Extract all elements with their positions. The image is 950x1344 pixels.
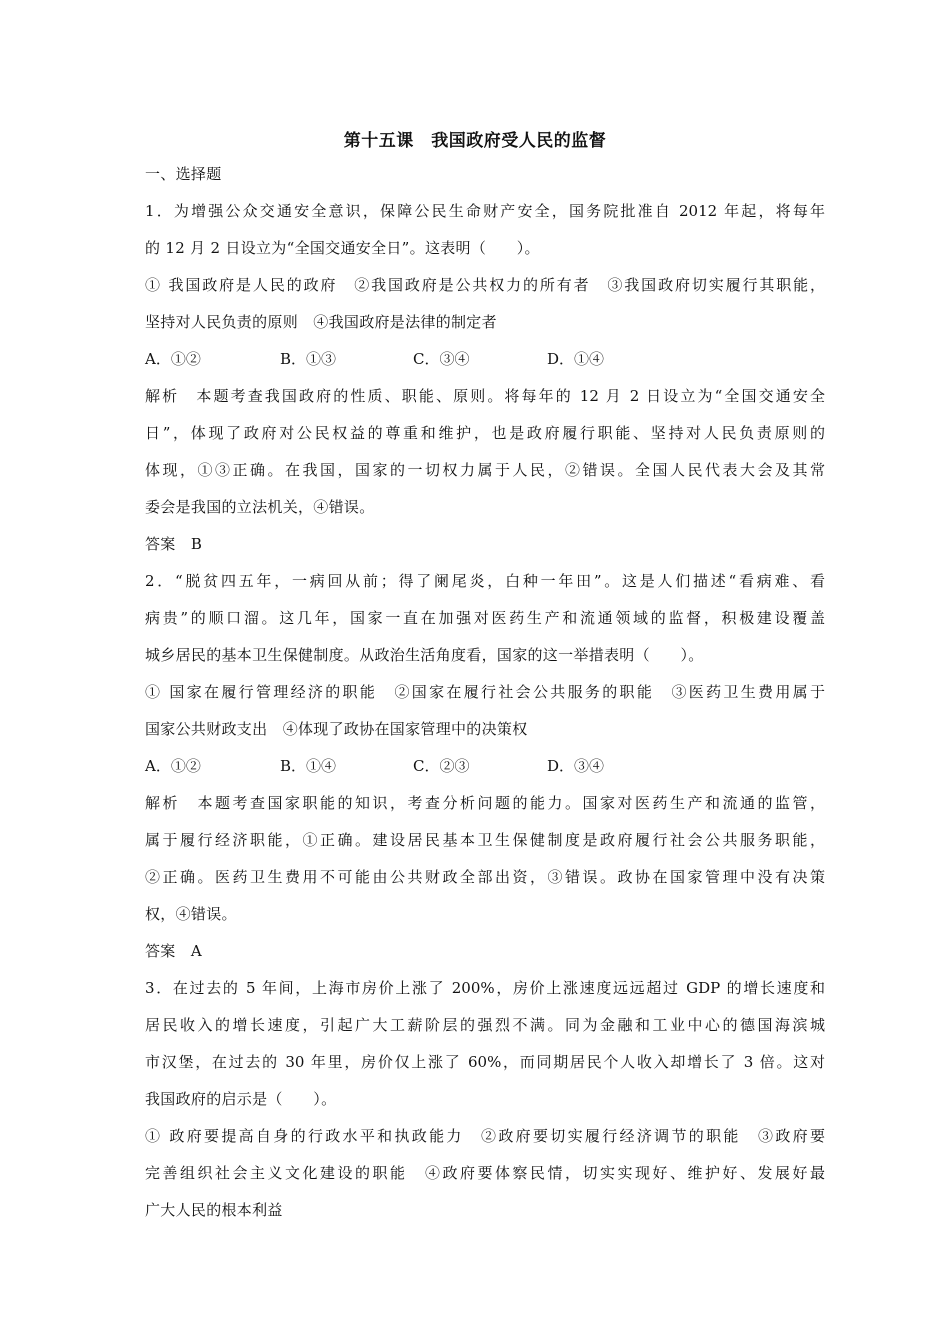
- answer-line: 答案 A: [145, 942, 203, 960]
- question-stem-line: 城乡居民的基本卫生保健制度。从政治生活角度看，国家的这一举措表明（ ）。: [145, 646, 704, 664]
- statement-line: 坚持对人民负责的原则 ④我国政府是法律的制定者: [145, 313, 497, 331]
- option-c: C．③④: [413, 350, 470, 368]
- option-d: D．①④: [547, 350, 605, 368]
- analysis-line: 日”，体现了政府对公民权益的尊重和维护，也是政府履行职能、坚持对人民负责原则的: [145, 424, 825, 442]
- analysis-line: 解析 本题考查国家职能的知识，考查分析问题的能力。国家对医药生产和流通的监管，: [145, 794, 825, 812]
- question-stem-line: 居民收入的增长速度，引起广大工薪阶层的强烈不满。同为金融和工业中心的德国海滨城: [145, 1016, 825, 1034]
- option-a: A．①②: [145, 350, 201, 368]
- page-title: 第十五课 我国政府受人民的监督: [343, 131, 607, 151]
- option-a: A．①②: [145, 757, 201, 775]
- answer-line: 答案 B: [145, 535, 203, 553]
- question-3: [145, 974, 825, 1233]
- statement-line: 广大人民的根本利益: [145, 1201, 283, 1219]
- analysis-line: 解析 本题考查我国政府的性质、职能、原则。将每年的 12 月 2 日设立为“全国交通安全: [145, 387, 825, 405]
- analysis-line: 体现，①③正确。在我国，国家的一切权力属于人民，②错误。全国人民代表大会及其常: [145, 461, 825, 479]
- statement-line: 国家公共财政支出 ④体现了政协在国家管理中的决策权: [145, 720, 528, 738]
- question-stem-line: 3．在过去的 5 年间，上海市房价上涨了 200%，房价上涨速度远远超过 GDP 的增长速度和: [145, 979, 825, 997]
- question-stem-line: 市汉堡，在过去的 30 年里，房价仅上涨了 60%，而同期居民个人收入却增长了 3 倍。这对: [145, 1053, 825, 1071]
- answer-options: [145, 752, 825, 789]
- analysis-line: 属于履行经济职能，①正确。建设居民基本卫生保健制度是政府履行社会公共服务职能，: [145, 831, 825, 849]
- question-stem-line: 1．为增强公众交通安全意识，保障公民生命财产安全，国务院批准自 2012 年起，将每年: [145, 202, 825, 220]
- option-b: B．①③: [280, 350, 337, 368]
- document-body: [145, 160, 825, 1233]
- option-c: C．②③: [413, 757, 470, 775]
- option-d: D．③④: [547, 757, 605, 775]
- question-stem-line: 病贵”的顺口溜。这几年，国家一直在加强对医药生产和流通领域的监督，积极建设覆盖: [145, 609, 825, 627]
- analysis-line: 权，④错误。: [145, 905, 237, 923]
- analysis-line: ②正确。医药卫生费用不可能由公共财政全部出资，③错误。政协在国家管理中没有决策: [145, 868, 825, 886]
- statement-line: ① 国家在履行管理经济的职能 ②国家在履行社会公共服务的职能 ③医药卫生费用属于: [145, 683, 825, 701]
- section-heading: 一、选择题: [145, 165, 222, 183]
- statement-line: 完善组织社会主义文化建设的职能 ④政府要体察民情，切实实现好、维护好、发展好最: [145, 1164, 825, 1182]
- answer-options: [145, 345, 825, 382]
- statement-line: ① 我国政府是人民的政府 ②我国政府是公共权力的所有者 ③我国政府切实履行其职能，: [145, 276, 825, 294]
- question-1: [145, 197, 825, 567]
- statement-line: ① 政府要提高自身的行政水平和执政能力 ②政府要切实履行经济调节的职能 ③政府要: [145, 1127, 825, 1145]
- question-2: [145, 567, 825, 974]
- analysis-line: 委会是我国的立法机关，④错误。: [145, 498, 375, 516]
- question-stem-line: 的 12 月 2 日设立为“全国交通安全日”。这表明（ ）。: [145, 239, 540, 257]
- question-stem-line: 我国政府的启示是（ ）。: [145, 1090, 337, 1108]
- question-stem-line: 2．“脱贫四五年，一病回从前；得了阑尾炎，白种一年田”。这是人们描述“看病难、看: [145, 572, 825, 590]
- option-b: B．①④: [280, 757, 337, 775]
